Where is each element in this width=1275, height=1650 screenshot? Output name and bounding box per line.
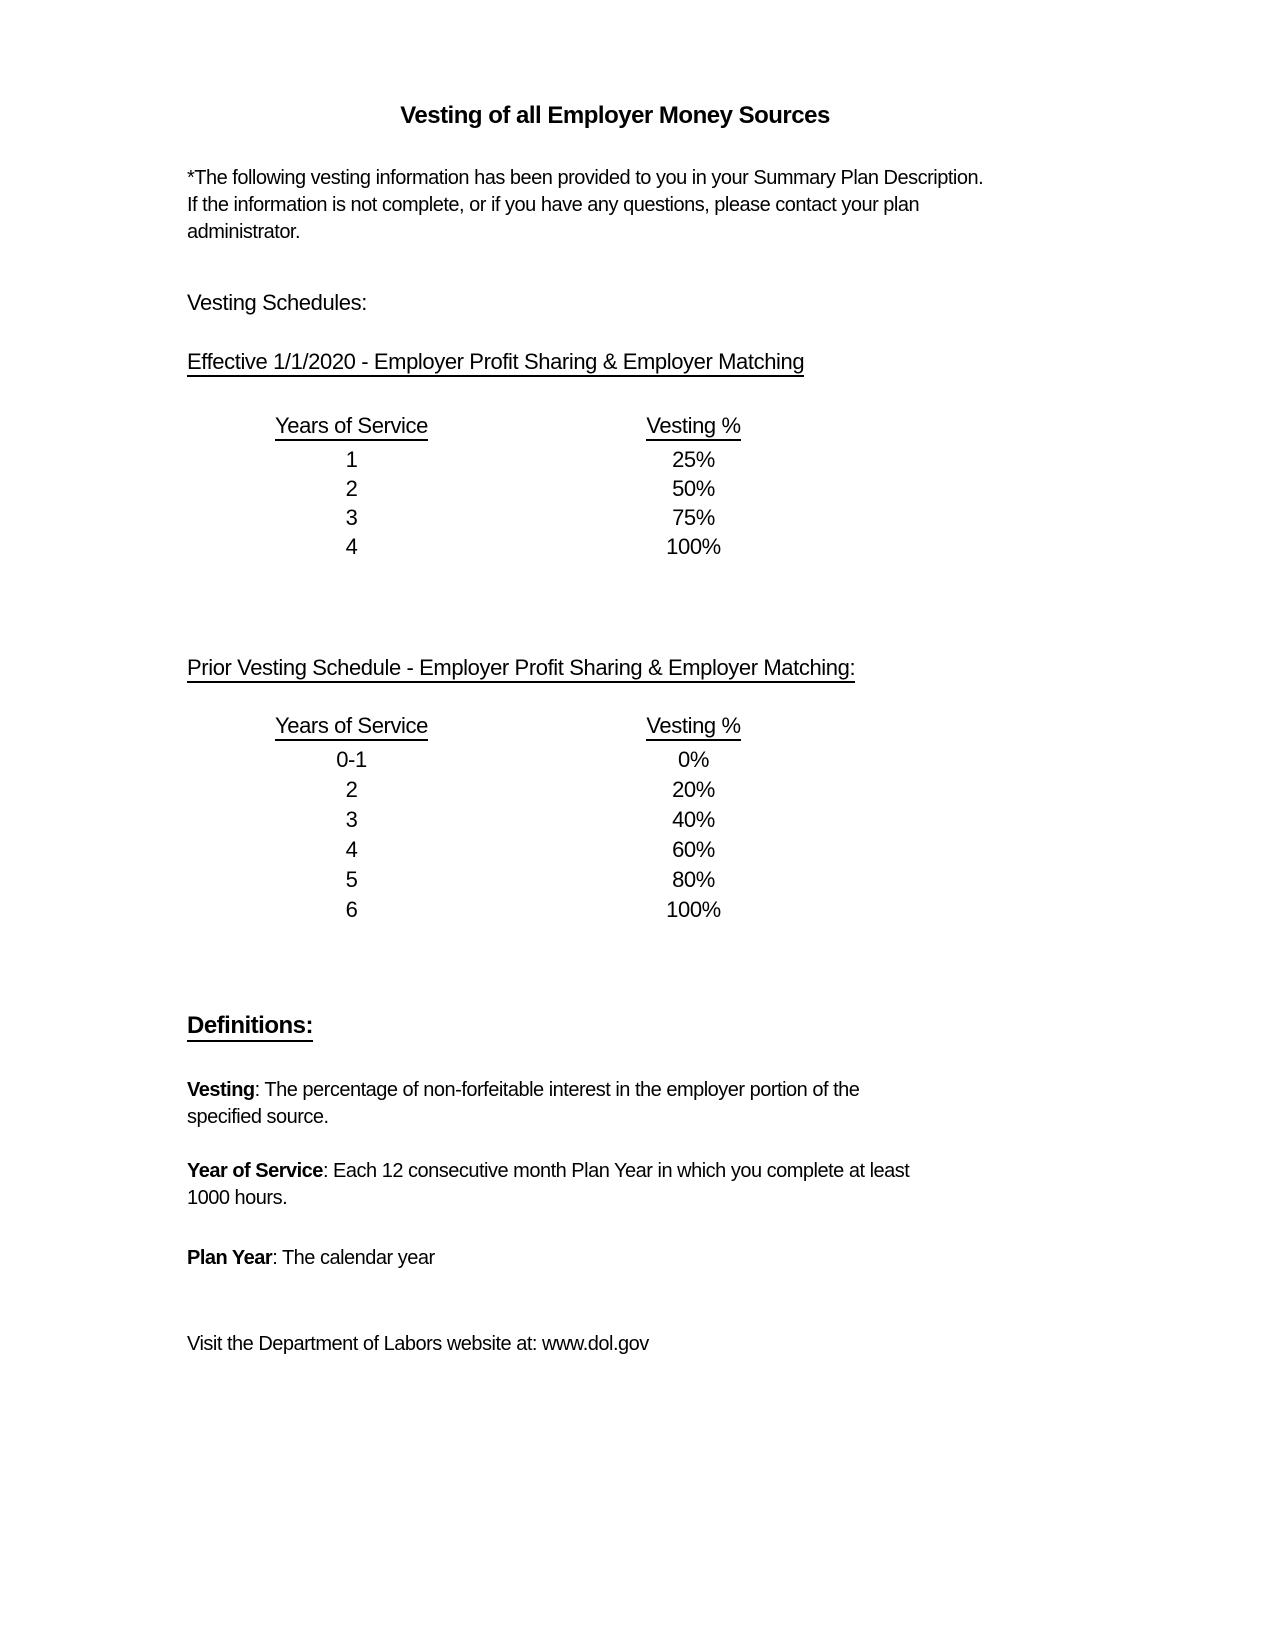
pct-cell: 60% xyxy=(672,837,715,862)
definitions-heading: Definitions: xyxy=(187,1011,1043,1041)
definition-text: : The calendar year xyxy=(272,1247,435,1269)
table-row xyxy=(187,445,1043,474)
years-cell: 4 xyxy=(345,534,358,559)
years-cell: 3 xyxy=(345,807,358,832)
vesting-pct-header: Vesting % xyxy=(637,712,750,739)
table-row xyxy=(187,745,1043,775)
years-cell: 1 xyxy=(345,447,358,472)
schedule-heading-prior: Prior Vesting Schedule - Employer Profit Sharing & Employer Matching: xyxy=(187,654,1043,681)
table-row xyxy=(187,503,1043,532)
definition-text: : Each 12 consecutive month Plan Year in which you complete at least xyxy=(322,1160,910,1182)
pct-cell: 80% xyxy=(672,867,715,892)
intro-line: If the information is not complete, or if you have any questions, please contact your plan xyxy=(187,194,920,216)
table-row xyxy=(187,532,1043,561)
pct-cell: 100% xyxy=(666,897,721,922)
definition-term: Plan Year xyxy=(187,1247,273,1269)
vesting-schedules-label: Vesting Schedules: xyxy=(187,290,367,315)
table-row xyxy=(187,865,1043,895)
years-cell: 4 xyxy=(345,837,358,862)
years-cell: 3 xyxy=(345,505,358,530)
table-row xyxy=(187,895,1043,925)
definition-text: 1000 hours. xyxy=(187,1187,288,1209)
intro-line: *The following vesting information has been provided to you in your Summary Plan Description. xyxy=(187,167,984,189)
document-page xyxy=(187,0,1043,1358)
table-row xyxy=(187,775,1043,805)
schedule-heading-effective: Effective 1/1/2020 - Employer Profit Sharing & Employer Matching xyxy=(187,348,1043,375)
table-row xyxy=(187,805,1043,835)
definition-term: Year of Service xyxy=(187,1160,323,1182)
pct-cell: 40% xyxy=(672,807,715,832)
intro-paragraph xyxy=(187,165,1043,246)
years-of-service-header: Years of Service xyxy=(263,412,440,439)
pct-cell: 75% xyxy=(672,505,715,530)
table-header-row xyxy=(187,712,1043,739)
dol-website-note: Visit the Department of Labors website at: www.dol.gov xyxy=(187,1333,649,1355)
table-header-row xyxy=(187,412,1043,439)
table-row xyxy=(187,835,1043,865)
years-of-service-header: Years of Service xyxy=(263,712,440,739)
years-cell: 0-1 xyxy=(336,747,367,772)
pct-cell: 50% xyxy=(672,476,715,501)
years-cell: 6 xyxy=(345,897,358,922)
pct-cell: 0% xyxy=(678,747,709,772)
pct-cell: 25% xyxy=(672,447,715,472)
definition-text: : The percentage of non-forfeitable interest in the employer portion of the xyxy=(254,1079,860,1101)
vesting-table-effective xyxy=(187,412,1043,561)
definition-vesting xyxy=(187,1077,1043,1131)
definition-text: specified source. xyxy=(187,1106,329,1128)
definition-term: Vesting xyxy=(187,1079,255,1101)
definition-plan-year xyxy=(187,1245,1043,1272)
years-cell: 5 xyxy=(345,867,358,892)
definition-year-of-service xyxy=(187,1158,1043,1212)
vesting-pct-header: Vesting % xyxy=(637,412,750,439)
vesting-table-prior xyxy=(187,712,1043,925)
pct-cell: 100% xyxy=(666,534,721,559)
intro-line: administrator. xyxy=(187,221,301,243)
pct-cell: 20% xyxy=(672,777,715,802)
page-title: Vesting of all Employer Money Sources xyxy=(400,102,830,129)
years-cell: 2 xyxy=(345,476,358,501)
table-row xyxy=(187,474,1043,503)
years-cell: 2 xyxy=(345,777,358,802)
